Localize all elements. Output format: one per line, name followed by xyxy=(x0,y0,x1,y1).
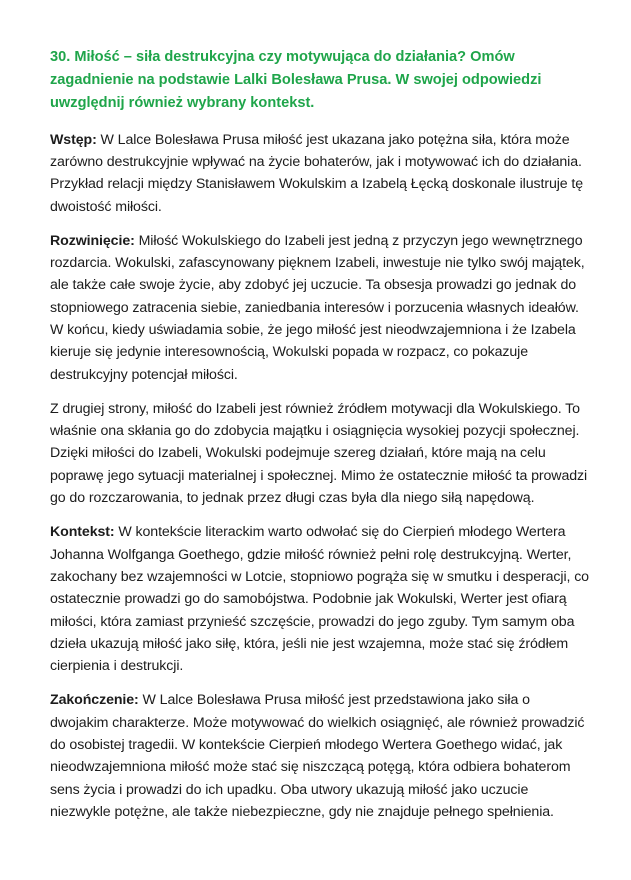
paragraph-development xyxy=(50,230,590,386)
paragraph-conclusion xyxy=(50,689,590,823)
document-page xyxy=(50,46,590,835)
paragraph-text: W Lalce Bolesława Prusa miłość jest ukazana jako potężna siła, która może zarówno destrukcyjnie wpływać na życie bohaterów, jak i motywować ich do działania. Przykład relacji między Stanisławem Wokulskim a Izabelą Łęcką doskonale ilustruje tę dwoistość miłości. xyxy=(50,131,584,215)
paragraph-text: Miłość Wokulskiego do Izabeli jest jedną z przyczyn jego wewnętrznego rozdarcia. Wokulski, zafascynowany pięknem Izabeli, inwestuje nie tylko swój majątek, ale także całe swoje życie, aby zdobyć jej uczucie. Ta obsesja prowadzi go jednak do stopniowego zatracenia siebie, zaniedbania interesów i porzucenia własnych ideałów. W końcu, kiedy uświadamia sobie, że jego miłość jest nieodwzajemniona i że Izabela kieruje się jedynie interesownością, Wokulski popada w rozpacz, co pokazuje destrukcyjny potencjał miłości. xyxy=(50,232,585,383)
paragraph-development-2 xyxy=(50,398,590,509)
question-title: 30. Miłość – siła destrukcyjna czy motywująca do działania? Omów zagadnienie na podstawie Lalki Bolesława Prusa. W swojej odpowiedzi uwzględnij również wybrany kontekst. xyxy=(50,49,542,112)
paragraph-text: Z drugiej strony, miłość do Izabeli jest również źródłem motywacji dla Wokulskiego. To właśnie ona skłania go do zdobycia majątku i osiągnięcia wysokiej pozycji społecznej. Dzięki miłości do Izabeli, Wokulski podejmuje szereg działań, które mają na celu poprawę jego sytuacji materialnej i społecznej. Mimo że ostatecznie miłość ta prowadzi go do rozczarowania, to jednak przez długi czas była dla niego siłą napędową. xyxy=(50,400,588,507)
paragraph-intro xyxy=(50,129,590,218)
paragraph-context xyxy=(50,521,590,677)
section-label-context: Kontekst: xyxy=(50,524,115,541)
section-label-intro: Wstęp: xyxy=(50,131,97,148)
section-label-conclusion: Zakończenie: xyxy=(50,692,139,709)
section-label-development: Rozwinięcie: xyxy=(50,232,135,249)
paragraph-text: W kontekście literackim warto odwołać się do Cierpień młodego Wertera Johanna Wolfganga Goethego, gdzie miłość również pełni rolę destrukcyjną. Werter, zakochany bez wzajemności w Lotcie, stopniowo pogrąża się w smutku i desperacji, co ostatecznie prowadzi go do samobójstwa. Podobnie jak Wokulski, Werter jest ofiarą miłości, która zamiast przynieść szczęście, prowadzi do jego zguby. Tym samym oba dzieła ukazują miłość jako siłę, która, jeśli nie jest wzajemna, może stać się źródłem cierpienia i destrukcji. xyxy=(50,524,589,675)
paragraph-text: W Lalce Bolesława Prusa miłość jest przedstawiona jako siła o dwojakim charakterze. Może motywować do wielkich osiągnięć, ale również prowadzić do osobistej tragedii. W kontekście Cierpień młodego Wertera Goethego widać, jak nieodwzajemniona miłość może stać się niszczącą potęgą, która odbiera bohaterom sens życia i prowadzi do ich upadku. Oba utwory ukazują miłość jako uczucie niezwykle potężne, ale także niebezpieczne, gdy nie znajduje pełnego spełnienia. xyxy=(50,692,585,820)
